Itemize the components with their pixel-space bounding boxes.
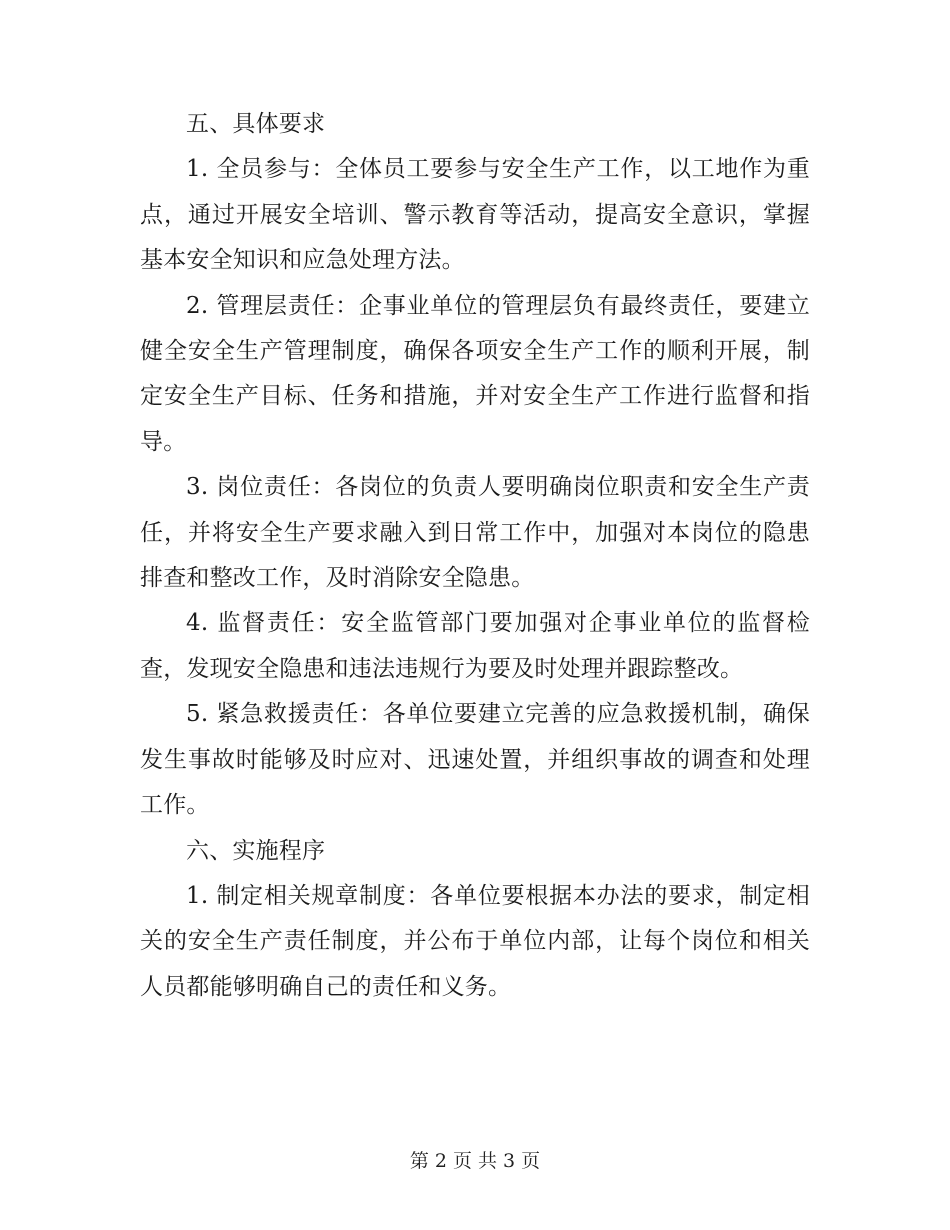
paragraph-formulate-regulations: 1. 制定相关规章制度：各单位要根据本办法的要求，制定相关的安全生产责任制度，并公布于单位内部，让每个岗位和相关人员都能够明确自己的责任和义务。 — [140, 882, 810, 1000]
paragraph-full-participation: 1. 全员参与：全体员工要参与安全生产工作，以工地作为重点，通过开展安全培训、警示教育等活动，提高安全意识，掌握基本安全知识和应急处理方法。 — [140, 156, 810, 274]
paragraph-post-responsibility: 3. 岗位责任：各岗位的负责人要明确岗位职责和安全生产责任，并将安全生产要求融入到日常工作中，加强对本岗位的隐患排查和整改工作，及时消除安全隐患。 — [140, 474, 810, 592]
paragraph-management-responsibility: 2. 管理层责任：企事业单位的管理层负有最终责任，要建立健全安全生产管理制度，确保各项安全生产工作的顺利开展，制定安全生产目标、任务和措施，并对安全生产工作进行监督和指导。 — [140, 292, 810, 455]
section-heading-implementation: 六、实施程序 — [186, 837, 326, 864]
section-heading-requirements: 五、具体要求 — [186, 111, 326, 137]
page-number-footer: 第 2 页 共 3 页 — [409, 1150, 541, 1172]
paragraph-supervision-responsibility: 4. 监督责任：安全监管部门要加强对企事业单位的监督检查，发现安全隐患和违法违规行为要及时处理并跟踪整改。 — [140, 610, 810, 682]
paragraph-emergency-rescue-responsibility: 5. 紧急救援责任：各单位要建立完善的应急救援机制，确保发生事故时能够及时应对、迅速处置，并组织事故的调查和处理工作。 — [140, 701, 810, 819]
document-body — [140, 102, 810, 1010]
